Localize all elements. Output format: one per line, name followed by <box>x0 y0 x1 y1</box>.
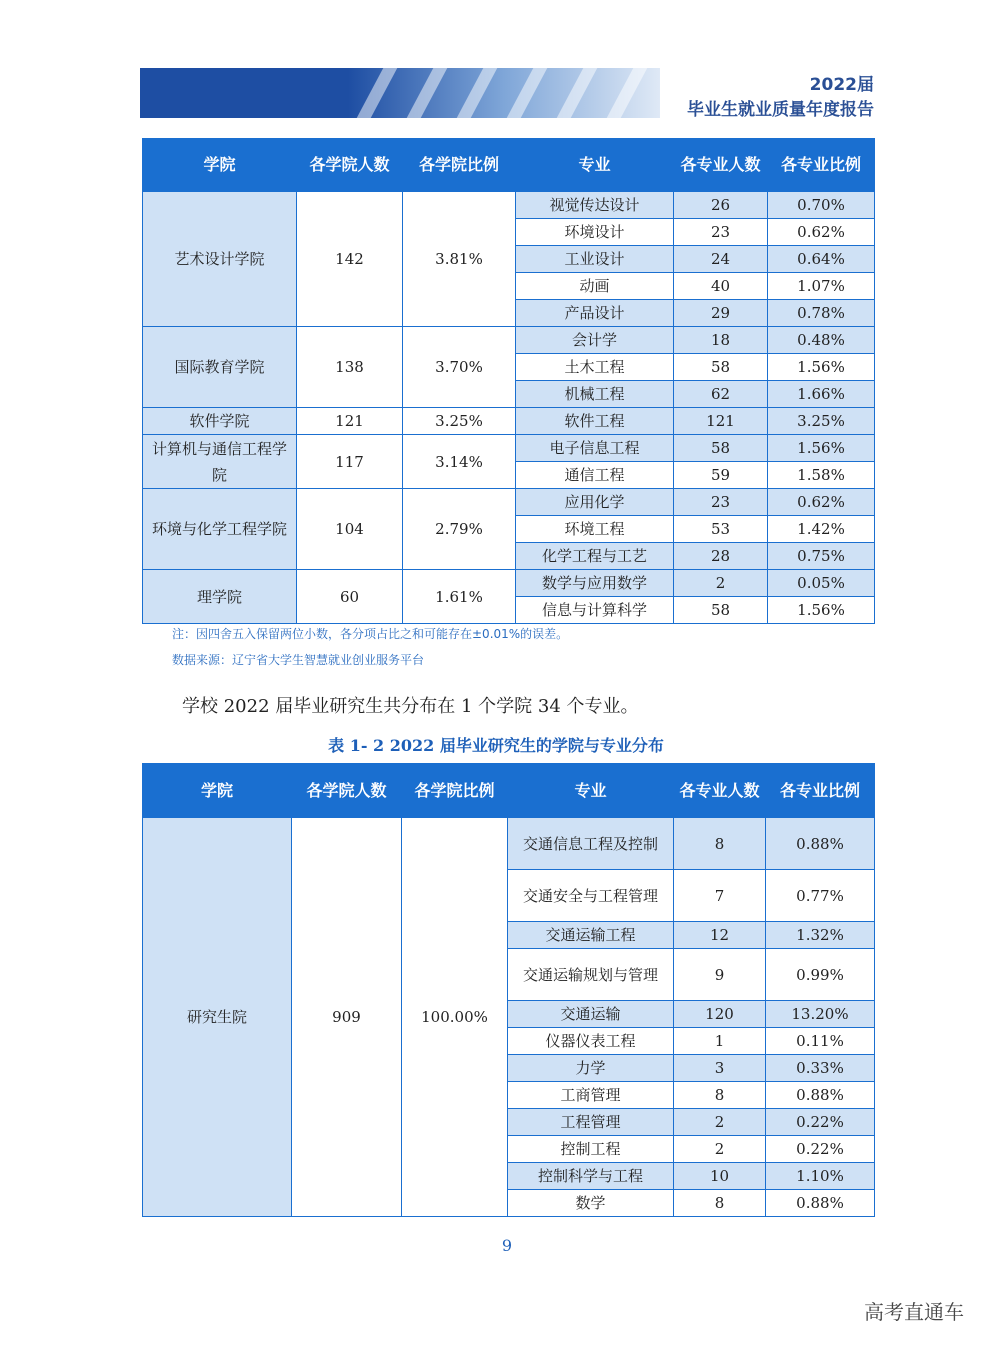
major-ratio: 0.78% <box>768 300 875 327</box>
major-name: 动画 <box>516 273 674 300</box>
major-count: 12 <box>674 922 766 949</box>
header-major-ratio: 各专业比例 <box>766 764 875 818</box>
college-ratio: 1.61% <box>403 570 516 624</box>
major-name: 交通运输 <box>508 1001 674 1028</box>
college-name: 计算机与通信工程学院 <box>143 435 297 489</box>
major-count: 59 <box>674 462 768 489</box>
major-count: 121 <box>674 408 768 435</box>
major-count: 1 <box>674 1028 766 1055</box>
header-college-count: 各学院人数 <box>297 139 403 192</box>
major-ratio: 0.99% <box>766 949 875 1001</box>
major-name: 工商管理 <box>508 1082 674 1109</box>
header-college-ratio: 各学院比例 <box>403 139 516 192</box>
header-college-ratio: 各学院比例 <box>402 764 508 818</box>
major-name: 交通运输工程 <box>508 922 674 949</box>
watermark: 高考直通车 <box>864 1300 964 1324</box>
college-ratio: 3.70% <box>403 327 516 408</box>
major-name: 化学工程与工艺 <box>516 543 674 570</box>
major-ratio: 0.33% <box>766 1055 875 1082</box>
major-ratio: 3.25% <box>768 408 875 435</box>
major-ratio: 1.32% <box>766 922 875 949</box>
college-name: 研究生院 <box>143 818 292 1217</box>
data-source-note: 数据来源：辽宁省大学生智慧就业创业服务平台 <box>172 653 425 667</box>
major-count: 24 <box>674 246 768 273</box>
major-count: 9 <box>674 949 766 1001</box>
major-name: 环境工程 <box>516 516 674 543</box>
header-college: 学院 <box>143 764 292 818</box>
major-count: 120 <box>674 1001 766 1028</box>
major-count: 18 <box>674 327 768 354</box>
college-count: 138 <box>297 327 403 408</box>
major-count: 40 <box>674 273 768 300</box>
major-name: 应用化学 <box>516 489 674 516</box>
header-title: 毕业生就业质量年度报告 <box>687 100 874 120</box>
college-name: 理学院 <box>143 570 297 624</box>
header-major: 专业 <box>516 139 674 192</box>
major-name: 工程管理 <box>508 1109 674 1136</box>
table-row <box>143 192 875 219</box>
college-ratio: 2.79% <box>403 489 516 570</box>
major-count: 23 <box>674 219 768 246</box>
major-ratio: 1.42% <box>768 516 875 543</box>
table-row <box>143 570 875 597</box>
major-ratio: 0.11% <box>766 1028 875 1055</box>
major-count: 2 <box>674 570 768 597</box>
major-count: 23 <box>674 489 768 516</box>
header-major-ratio: 各专业比例 <box>768 139 875 192</box>
body-paragraph: 学校 2022 届毕业研究生共分布在 1 个学院 34 个专业。 <box>182 696 639 717</box>
major-ratio: 1.10% <box>766 1163 875 1190</box>
major-ratio: 0.22% <box>766 1136 875 1163</box>
table-row <box>143 408 875 435</box>
header-major-count: 各专业人数 <box>674 764 766 818</box>
major-ratio: 1.07% <box>768 273 875 300</box>
major-ratio: 0.77% <box>766 870 875 922</box>
major-ratio: 1.56% <box>768 435 875 462</box>
major-name: 信息与计算科学 <box>516 597 674 624</box>
major-name: 环境设计 <box>516 219 674 246</box>
major-ratio: 0.70% <box>768 192 875 219</box>
major-ratio: 0.62% <box>768 489 875 516</box>
college-count: 121 <box>297 408 403 435</box>
table-caption: 表 1- 2 2022 届毕业研究生的学院与专业分布 <box>328 736 664 755</box>
college-count: 104 <box>297 489 403 570</box>
college-name: 软件学院 <box>143 408 297 435</box>
major-count: 8 <box>674 1190 766 1217</box>
major-count: 2 <box>674 1136 766 1163</box>
major-ratio: 1.58% <box>768 462 875 489</box>
major-name: 数学 <box>508 1190 674 1217</box>
major-name: 仪器仪表工程 <box>508 1028 674 1055</box>
major-count: 8 <box>674 818 766 870</box>
rounding-note: 注：因四舍五入保留两位小数，各分项占比之和可能存在±0.01%的误差。 <box>172 627 569 641</box>
major-count: 8 <box>674 1082 766 1109</box>
header-major-count: 各专业人数 <box>674 139 768 192</box>
college-name: 环境与化学工程学院 <box>143 489 297 570</box>
major-ratio: 0.88% <box>766 818 875 870</box>
table-row <box>143 327 875 354</box>
major-name: 通信工程 <box>516 462 674 489</box>
header-major: 专业 <box>508 764 674 818</box>
major-ratio: 0.64% <box>768 246 875 273</box>
college-ratio: 100.00% <box>402 818 508 1217</box>
major-count: 58 <box>674 597 768 624</box>
college-ratio: 3.25% <box>403 408 516 435</box>
major-name: 软件工程 <box>516 408 674 435</box>
major-name: 工业设计 <box>516 246 674 273</box>
major-count: 58 <box>674 435 768 462</box>
graduate-distribution-table <box>142 763 875 1217</box>
major-count: 10 <box>674 1163 766 1190</box>
major-ratio: 13.20% <box>766 1001 875 1028</box>
major-ratio: 1.56% <box>768 597 875 624</box>
major-name: 控制工程 <box>508 1136 674 1163</box>
major-count: 28 <box>674 543 768 570</box>
major-name: 会计学 <box>516 327 674 354</box>
major-ratio: 0.88% <box>766 1190 875 1217</box>
table-row <box>143 435 875 462</box>
major-name: 交通运输规划与管理 <box>508 949 674 1001</box>
college-ratio: 3.81% <box>403 192 516 327</box>
major-name: 产品设计 <box>516 300 674 327</box>
undergrad-distribution-table <box>142 138 875 624</box>
college-name: 国际教育学院 <box>143 327 297 408</box>
major-name: 交通安全与工程管理 <box>508 870 674 922</box>
major-count: 7 <box>674 870 766 922</box>
major-count: 62 <box>674 381 768 408</box>
major-name: 土木工程 <box>516 354 674 381</box>
college-ratio: 3.14% <box>403 435 516 489</box>
college-count: 60 <box>297 570 403 624</box>
college-name: 艺术设计学院 <box>143 192 297 327</box>
major-name: 交通信息工程及控制 <box>508 818 674 870</box>
college-count: 117 <box>297 435 403 489</box>
major-count: 53 <box>674 516 768 543</box>
major-name: 控制科学与工程 <box>508 1163 674 1190</box>
header-college: 学院 <box>143 139 297 192</box>
major-ratio: 0.62% <box>768 219 875 246</box>
major-name: 数学与应用数学 <box>516 570 674 597</box>
major-ratio: 0.75% <box>768 543 875 570</box>
header-year: 2022届 <box>809 75 874 95</box>
table-row <box>143 489 875 516</box>
major-count: 3 <box>674 1055 766 1082</box>
major-ratio: 0.88% <box>766 1082 875 1109</box>
page-number: 9 <box>501 1236 513 1255</box>
major-count: 2 <box>674 1109 766 1136</box>
major-count: 29 <box>674 300 768 327</box>
header-college-count: 各学院人数 <box>292 764 402 818</box>
college-count: 142 <box>297 192 403 327</box>
major-count: 58 <box>674 354 768 381</box>
header-banner <box>140 68 660 118</box>
major-ratio: 1.56% <box>768 354 875 381</box>
major-ratio: 1.66% <box>768 381 875 408</box>
major-ratio: 0.22% <box>766 1109 875 1136</box>
table-row <box>143 818 875 870</box>
major-ratio: 0.05% <box>768 570 875 597</box>
major-name: 电子信息工程 <box>516 435 674 462</box>
major-name: 机械工程 <box>516 381 674 408</box>
major-ratio: 0.48% <box>768 327 875 354</box>
college-count: 909 <box>292 818 402 1217</box>
major-count: 26 <box>674 192 768 219</box>
major-name: 力学 <box>508 1055 674 1082</box>
major-name: 视觉传达设计 <box>516 192 674 219</box>
